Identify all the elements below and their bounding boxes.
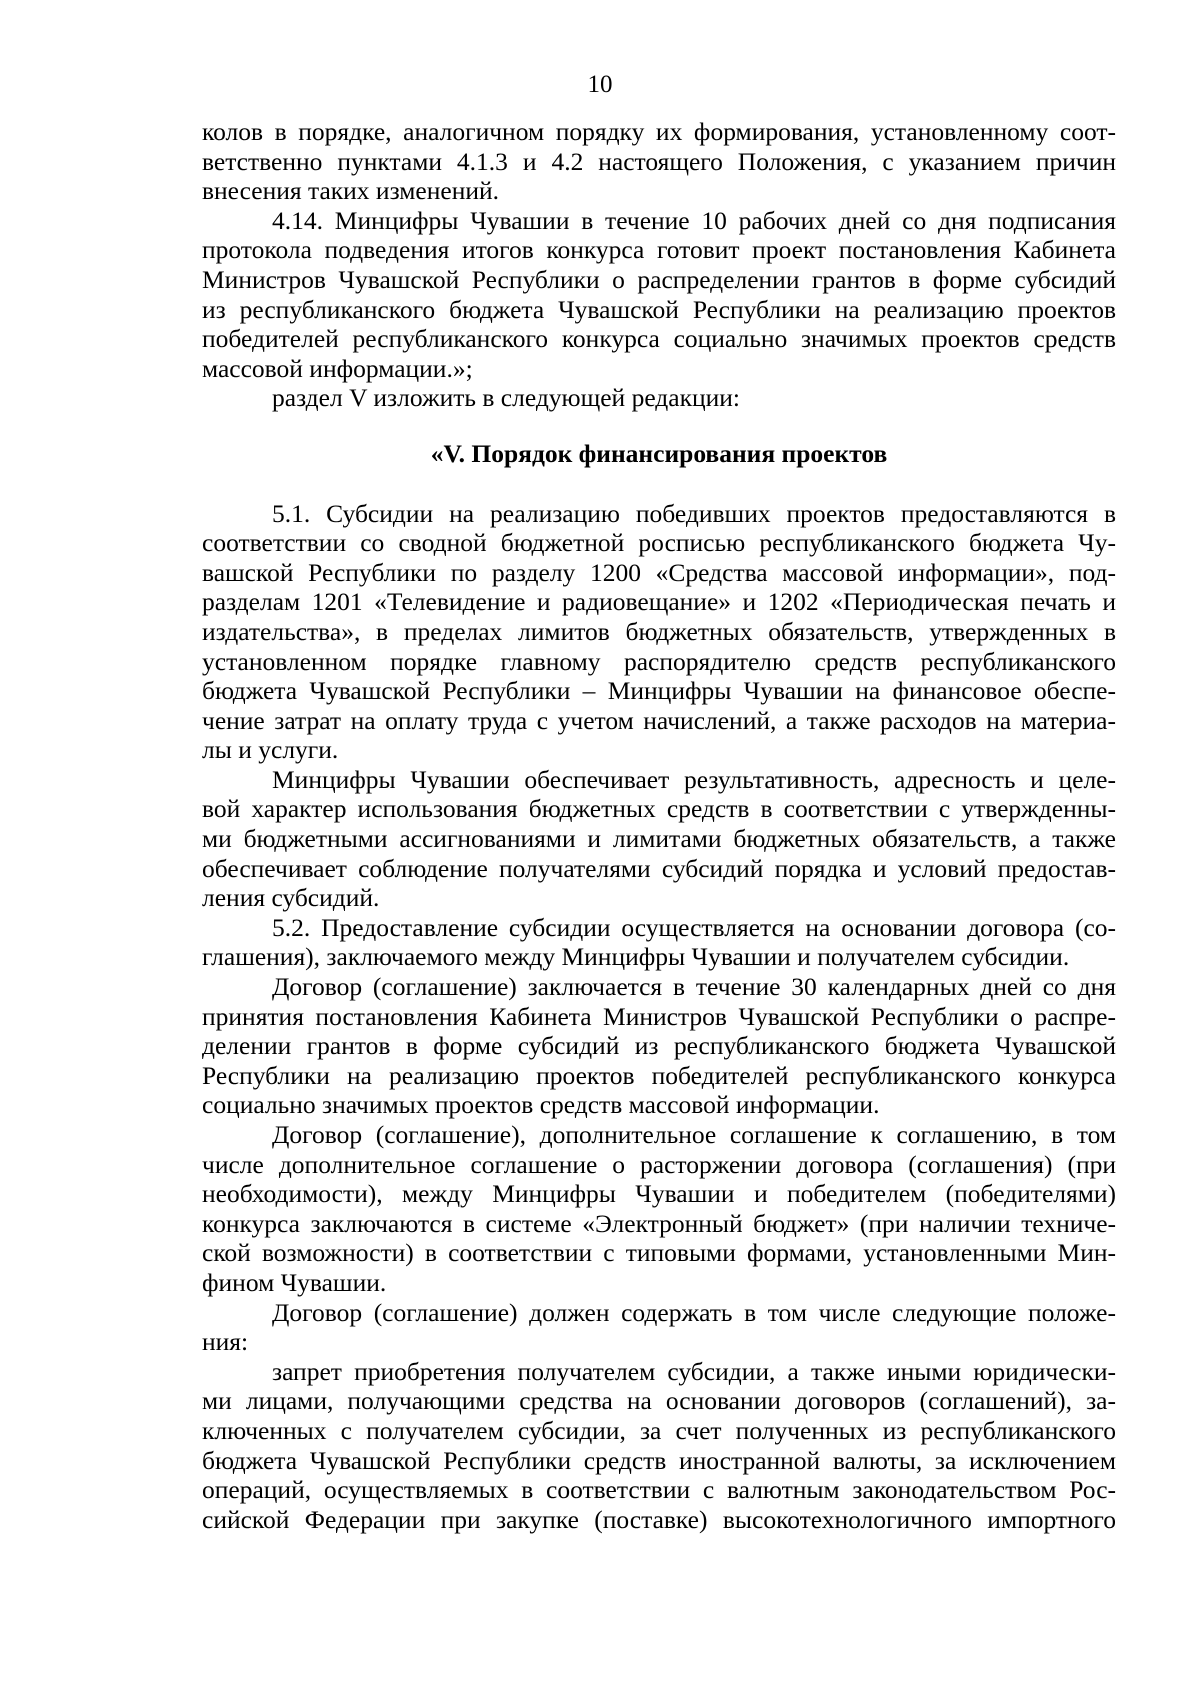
text-line: операций, осуществляемых в соответствии с валютным законодательством Рос- (202, 1475, 1116, 1505)
paragraph-5-1 (202, 499, 1116, 765)
text-line: раздел V изложить в следующей редакции: (272, 383, 741, 413)
paragraph-section-amendment (202, 383, 1116, 413)
text-line: обеспечивает соблюдение получателями субсидий порядка и условий предостав- (202, 853, 1116, 883)
paragraph-currency-ban (202, 1357, 1116, 1535)
text-line: делении грантов в форме субсидий из республиканского бюджета Чувашской (202, 1031, 1116, 1061)
text-line: принятия постановления Кабинета Министров Чувашской Республики о распре- (202, 1001, 1116, 1031)
text-line: вой характер использования бюджетных средств в соответствии с утвержденны- (202, 794, 1116, 824)
text-line: бюджета Чувашской Республики – Минцифры Чувашии на финансовое обеспе- (202, 676, 1116, 706)
text-line: соответствии со сводной бюджетной росписью республиканского бюджета Чу- (202, 528, 1116, 558)
text-line: запрет приобретения получателем субсидии, а также иными юридически- (272, 1356, 1116, 1386)
section-heading: «V. Порядок финансирования проектов (430, 438, 888, 468)
document-body (202, 117, 1116, 1534)
text-line: 5.1. Субсидии на реализацию победивших проектов предоставляются в (272, 498, 1116, 528)
page-number: 10 (587, 71, 613, 98)
text-line: ми лицами, получающими средства на основании договоров (соглашений), за- (202, 1386, 1116, 1416)
paragraph-agreement-content (202, 1298, 1116, 1357)
text-line: протокола подведения итогов конкурса готовит проект постановления Кабинета (202, 235, 1116, 265)
text-line: ления субсидий. (202, 883, 380, 913)
text-line: конкурса заключаются в системе «Электронный бюджет» (при наличии техниче- (202, 1208, 1116, 1238)
text-line: числе дополнительное соглашение о расторжении договора (соглашения) (при (202, 1149, 1116, 1179)
paragraph-electronic-budget (202, 1120, 1116, 1298)
text-line: издательства», в пределах лимитов бюджетных обязательств, утвержденных в (202, 616, 1116, 646)
text-line: установленном порядке главному распорядителю средств республиканского (202, 646, 1116, 676)
text-line: внесения таких изменений. (202, 176, 500, 206)
text-line: необходимости), между Минцифры Чувашии и победителем (победителями) (202, 1179, 1116, 1209)
text-line: Минцифры Чувашии обеспечивает результативность, адресность и целе- (272, 764, 1116, 794)
paragraph-4-14 (202, 206, 1116, 384)
text-line: разделам 1201 «Телевидение и радиовещание» и 1202 «Периодическая печать и (202, 587, 1116, 617)
text-line: победителей республиканского конкурса социально значимых проектов средств (202, 324, 1116, 354)
text-line: 5.2. Предоставление субсидии осуществляется на основании договора (со- (272, 912, 1116, 942)
text-line: ния: (202, 1327, 249, 1357)
text-line: Договор (соглашение) заключается в течение 30 календарных дней со дня (272, 972, 1116, 1002)
text-line: Договор (соглашение), дополнительное соглашение к соглашению, в том (272, 1120, 1116, 1149)
text-line: Договор (соглашение) должен содержать в том числе следующие положе- (272, 1297, 1116, 1327)
text-line: чение затрат на оплату труда с учетом начислений, а также расходов на материа- (202, 705, 1116, 735)
text-line: ми бюджетными ассигнованиями и лимитами бюджетных обязательств, а также (202, 824, 1116, 854)
text-line: Республики на реализацию проектов победителей республиканского конкурса (202, 1060, 1116, 1090)
text-line: фином Чувашии. (202, 1267, 387, 1297)
text-line: социально значимых проектов средств массовой информации. (202, 1090, 880, 1120)
text-line: колов в порядке, аналогичном порядку их формирования, установленному соот- (202, 117, 1116, 146)
text-line: лы и услуги. (202, 735, 339, 765)
paragraph-continuation (202, 117, 1116, 206)
text-line: массовой информации.»; (202, 353, 473, 383)
text-line: из республиканского бюджета Чувашской Республики на реализацию проектов (202, 294, 1116, 324)
paragraph-agreement-term (202, 972, 1116, 1120)
text-line: ской возможности) в соответствии с типовыми формами, установленными Мин- (202, 1238, 1116, 1268)
text-line: Министров Чувашской Республики о распределении грантов в форме субсидий (202, 264, 1116, 294)
text-line: ветственно пунктами 4.1.3 и 4.2 настоящего Положения, с указанием причин (202, 146, 1116, 176)
text-line: сийской Федерации при закупке (поставке) высокотехнологичного импортного (202, 1504, 1116, 1534)
paragraph-5-2 (202, 913, 1116, 972)
text-line: 4.14. Минцифры Чувашии в течение 10 рабочих дней со дня подписания (272, 205, 1116, 235)
text-line: вашской Республики по разделу 1200 «Средства массовой информации», под- (202, 557, 1116, 587)
paragraph-responsibility (202, 765, 1116, 913)
text-line: бюджета Чувашской Республики средств иностранной валюты, за исключением (202, 1445, 1116, 1475)
text-line: ключенных с получателем субсидии, за счет полученных из республиканского (202, 1415, 1116, 1445)
text-line: глашения), заключаемого между Минцифры Чувашии и получателем субсидии. (202, 942, 1070, 972)
